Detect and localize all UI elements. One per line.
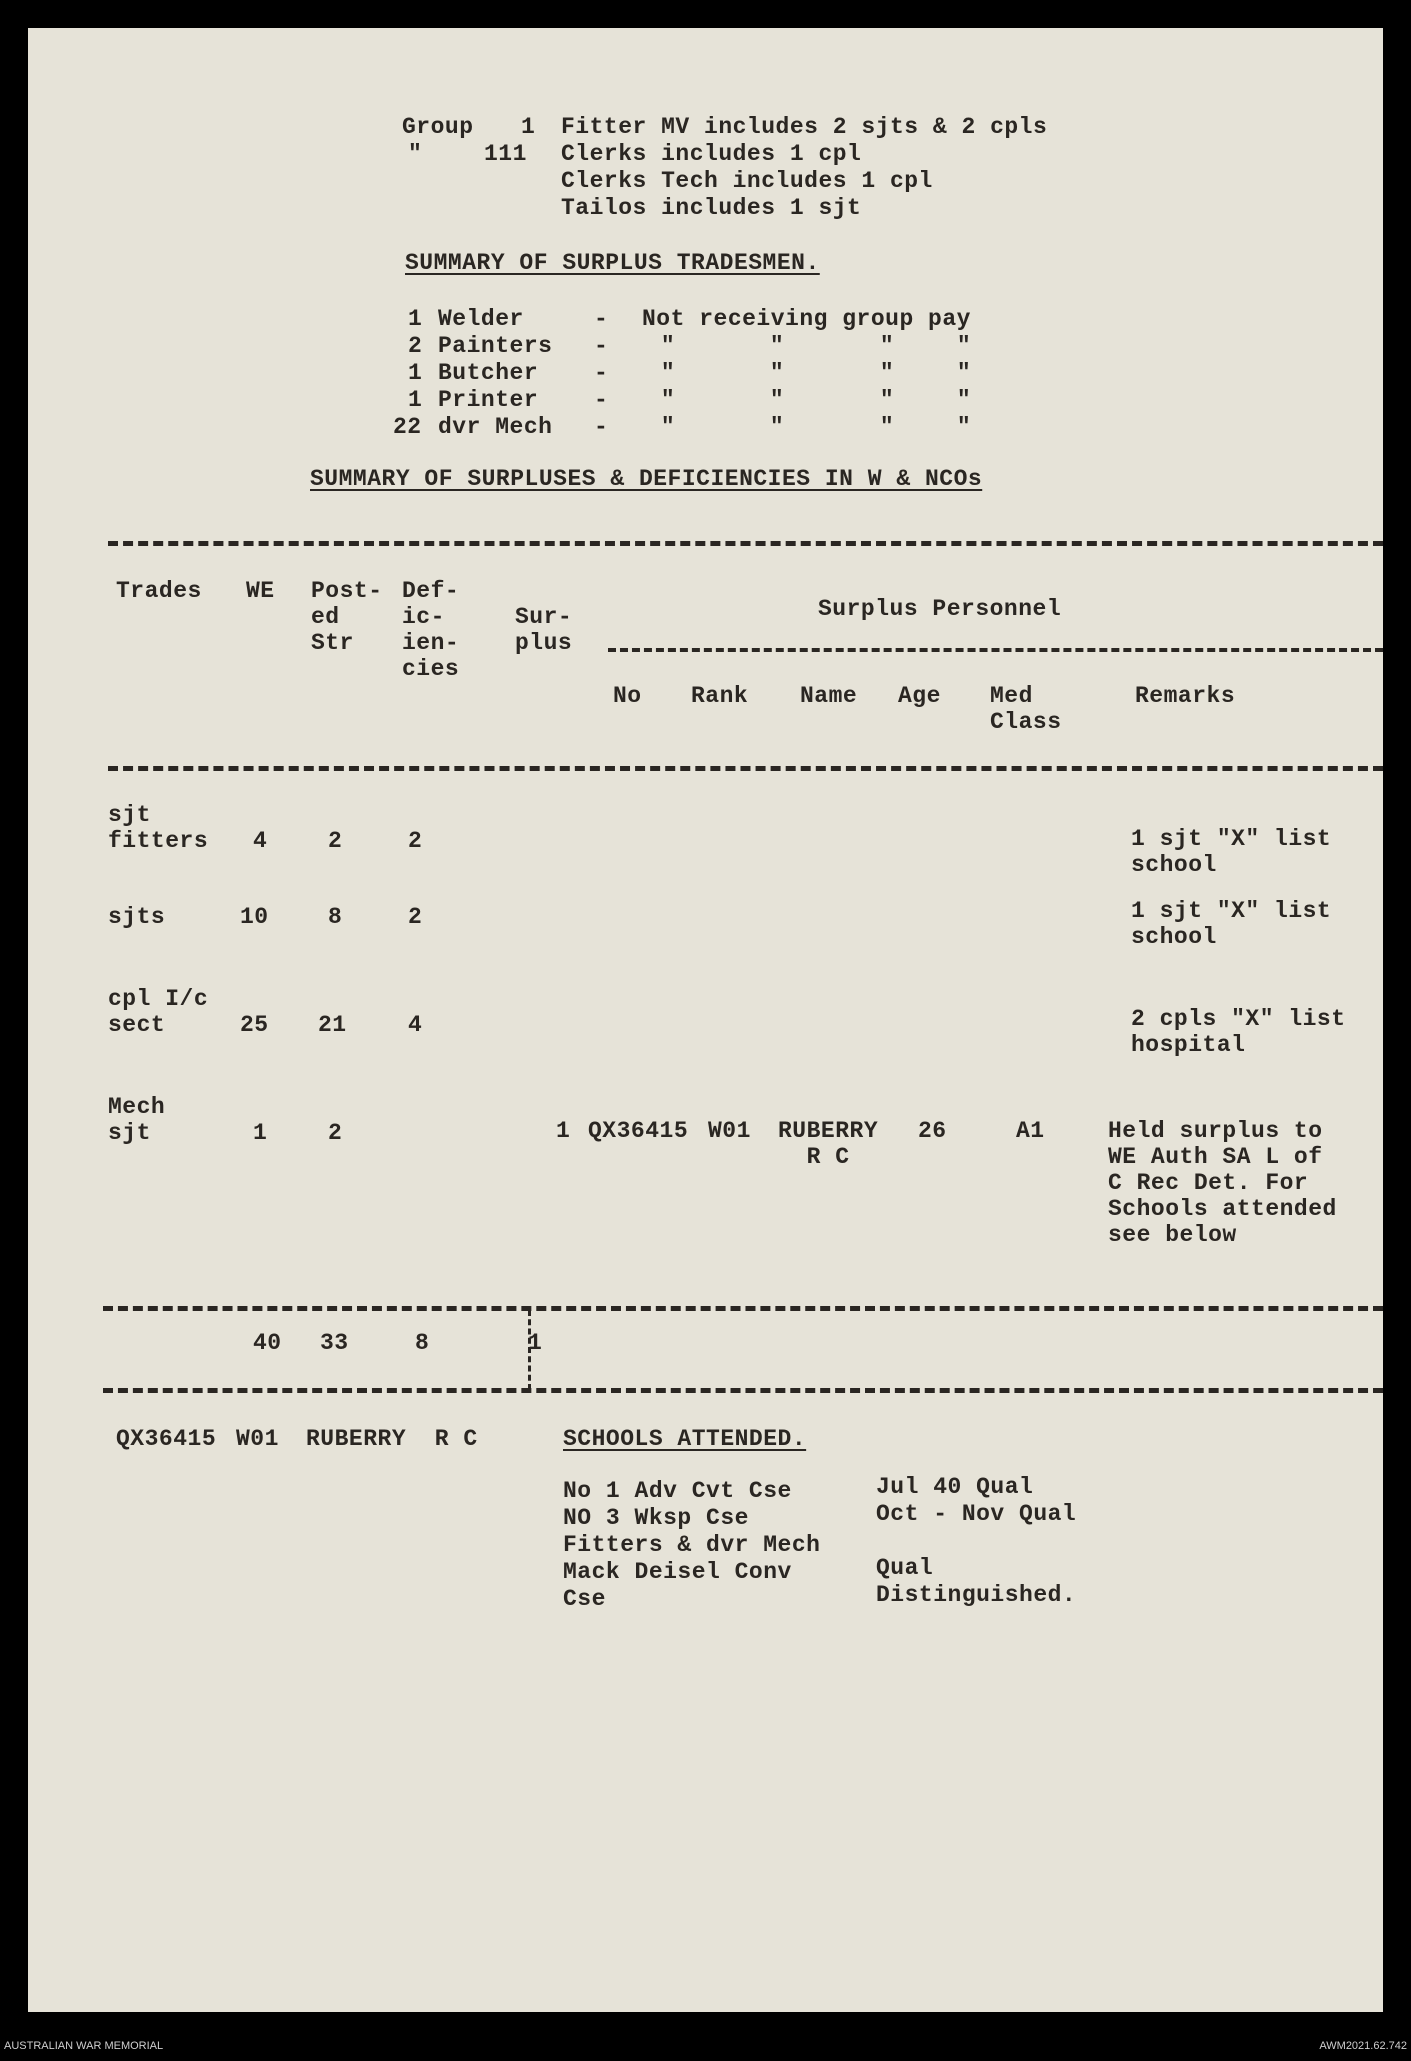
header-surplus: Sur- plus (515, 604, 573, 656)
surplus-personnel-rule (608, 648, 1383, 652)
total-surplus: 1 (528, 1330, 543, 1356)
tradesman-5-ditto-1: " (660, 414, 676, 440)
tradesman-4-ditto-1: " (660, 387, 676, 413)
table-top-rule (108, 541, 1383, 546)
tradesman-2-count: 2 (408, 333, 423, 359)
tradesman-1-count: 1 (408, 306, 423, 332)
school-1-result: Jul 40 Qual (876, 1474, 1034, 1500)
row-3-trade: cpl I/c sect (108, 986, 209, 1038)
header-note-2-col2: 111 (484, 141, 527, 167)
tradesman-3-ditto-2: " (769, 360, 785, 386)
row-1-we: 4 (253, 828, 268, 854)
schools-person-no: QX36415 (116, 1426, 217, 1452)
tradesman-2-ditto-2: " (769, 333, 785, 359)
row-4-age: 26 (918, 1118, 947, 1144)
footer-right: AWM2021.62.742 (1319, 2040, 1407, 2052)
row-4-rank: W01 (708, 1118, 751, 1144)
row-2-we: 10 (240, 904, 269, 930)
header-no: No (613, 683, 642, 709)
header-remarks: Remarks (1135, 683, 1236, 709)
tradesman-3-ditto-1: " (660, 360, 676, 386)
school-3-course: Fitters & dvr Mech (563, 1532, 821, 1558)
tradesman-5-count: 22 (393, 414, 422, 440)
header-age: Age (898, 683, 941, 709)
row-4-remarks: Held surplus to WE Auth SA L of C Rec Det. For Schools attended see below (1108, 1118, 1337, 1248)
schools-heading: SCHOOLS ATTENDED. (563, 1426, 807, 1452)
tradesman-1-dash: - (594, 306, 609, 332)
header-note-4-text: Tailos includes 1 sjt (561, 195, 862, 221)
footer-left: AUSTRALIAN WAR MEMORIAL (4, 2040, 164, 2052)
header-trades: Trades (116, 578, 202, 604)
total-posted: 33 (320, 1330, 349, 1356)
header-note-2-col1: " (408, 141, 423, 167)
header-note-1-text: Fitter MV includes 2 sjts & 2 cpls (561, 114, 1048, 140)
tradesman-3-dash: - (594, 360, 609, 386)
totals-top-rule (103, 1306, 1383, 1311)
header-we: WE (246, 578, 275, 604)
tradesman-4-count: 1 (408, 387, 423, 413)
tradesman-3-ditto-4: " (956, 360, 972, 386)
tradesman-2-ditto-3: " (879, 333, 895, 359)
row-4-med: A1 (1016, 1118, 1045, 1144)
header-note-1-col2: 1 (521, 114, 536, 140)
header-posted-str: Post- ed Str (311, 578, 383, 656)
row-4-name: RUBERRY R C (778, 1118, 879, 1170)
row-3-we: 25 (240, 1012, 269, 1038)
header-note-1-col1: Group (402, 114, 474, 140)
row-2-trade: sjts (108, 904, 166, 930)
tradesman-4-dash: - (594, 387, 609, 413)
tradesman-3-count: 1 (408, 360, 423, 386)
school-5-result: Distinguished. (876, 1582, 1077, 1608)
document-page (28, 28, 1383, 2012)
row-1-def: 2 (408, 828, 423, 854)
school-5-course: Cse (563, 1586, 606, 1612)
header-rank: Rank (691, 683, 749, 709)
tradesman-1-note: Not receiving group pay (642, 306, 971, 332)
summary-heading: SUMMARY OF SURPLUSES & DEFICIENCIES IN W & NCOs (310, 466, 983, 492)
row-3-posted: 21 (318, 1012, 347, 1038)
row-3-def: 4 (408, 1012, 423, 1038)
school-2-course: NO 3 Wksp Cse (563, 1505, 749, 1531)
tradesman-4-ditto-2: " (769, 387, 785, 413)
row-3-remarks: 2 cpls "X" list hospital (1131, 1006, 1346, 1058)
row-1-remarks: 1 sjt "X" list school (1131, 826, 1332, 878)
header-note-3-text: Clerks Tech includes 1 cpl (561, 168, 933, 194)
school-2-result: Oct - Nov Qual (876, 1501, 1077, 1527)
row-2-def: 2 (408, 904, 423, 930)
schools-person-rank: W01 (236, 1426, 279, 1452)
row-4-no: QX36415 (588, 1118, 689, 1144)
tradesman-5-trade: dvr Mech (438, 414, 553, 440)
tradesman-4-trade: Printer (438, 387, 539, 413)
total-we: 40 (253, 1330, 282, 1356)
tradesman-3-trade: Butcher (438, 360, 539, 386)
row-4-surplus: 1 (556, 1118, 571, 1144)
tradesman-2-dash: - (594, 333, 609, 359)
tradesman-2-ditto-1: " (660, 333, 676, 359)
tradesman-5-ditto-3: " (879, 414, 895, 440)
schools-person-name: RUBERRY R C (306, 1426, 478, 1452)
tradesman-4-ditto-3: " (879, 387, 895, 413)
tradesman-4-ditto-4: " (956, 387, 972, 413)
tradesman-5-dash: - (594, 414, 609, 440)
tradesman-2-trade: Painters (438, 333, 553, 359)
tradesman-3-ditto-3: " (879, 360, 895, 386)
header-surplus-personnel: Surplus Personnel (818, 596, 1062, 622)
header-deficiencies: Def- ic- ien- cies (402, 578, 460, 682)
totals-bottom-rule (103, 1388, 1383, 1393)
total-def: 8 (415, 1330, 430, 1356)
row-1-trade: sjt fitters (108, 802, 209, 854)
tradesman-5-ditto-2: " (769, 414, 785, 440)
row-4-posted: 2 (328, 1120, 343, 1146)
header-med-class: Med Class (990, 683, 1062, 735)
school-1-course: No 1 Adv Cvt Cse (563, 1478, 792, 1504)
header-name: Name (800, 683, 858, 709)
header-bottom-rule (108, 766, 1383, 771)
tradesman-2-ditto-4: " (956, 333, 972, 359)
header-note-2-text: Clerks includes 1 cpl (561, 141, 862, 167)
tradesman-1-trade: Welder (438, 306, 524, 332)
school-4-course: Mack Deisel Conv (563, 1559, 792, 1585)
row-2-posted: 8 (328, 904, 343, 930)
row-2-remarks: 1 sjt "X" list school (1131, 898, 1332, 950)
school-4-result: Qual (876, 1555, 934, 1581)
surplus-tradesmen-heading: SUMMARY OF SURPLUS TRADESMEN. (405, 250, 820, 276)
row-4-we: 1 (253, 1120, 268, 1146)
tradesman-5-ditto-4: " (956, 414, 972, 440)
row-1-posted: 2 (328, 828, 343, 854)
row-4-trade: Mech sjt (108, 1094, 166, 1146)
